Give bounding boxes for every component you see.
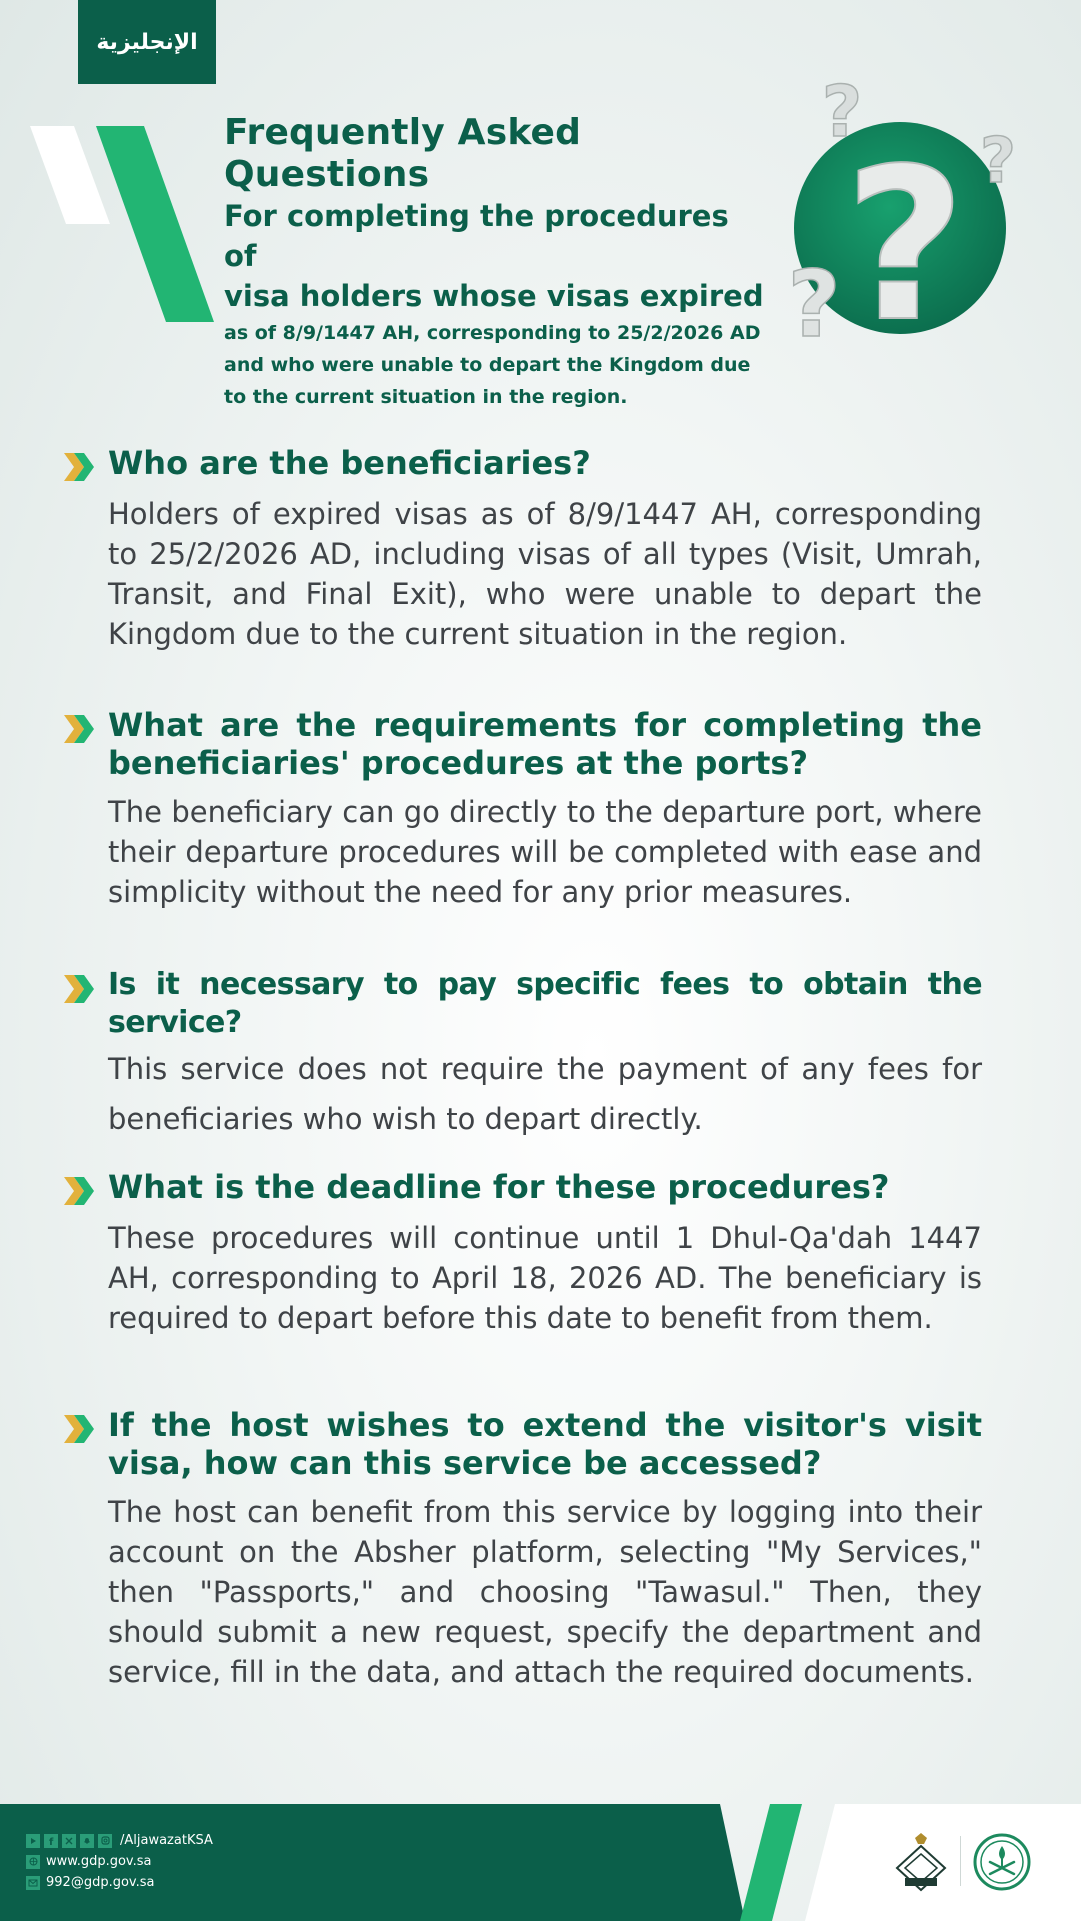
youtube-icon[interactable] xyxy=(26,1834,40,1848)
header-block xyxy=(224,112,764,412)
double-chevron-icon xyxy=(62,1412,96,1446)
passports-emblem-icon xyxy=(893,1832,949,1894)
faq-question: Who are the beneficiaries? xyxy=(108,444,591,482)
detail-line: to the current situation in the region. xyxy=(224,386,628,408)
decorative-green-stripe xyxy=(96,126,216,324)
instagram-icon[interactable] xyxy=(98,1834,112,1848)
double-chevron-icon xyxy=(62,450,96,484)
email-link[interactable]: 992@gdp.gov.sa xyxy=(46,1875,155,1890)
faq-question: Is it necessary to pay specific fees to obtain the service? xyxy=(108,967,982,1040)
faq-item xyxy=(62,706,982,912)
logo-divider xyxy=(960,1836,961,1886)
faq-answer: Holders of expired visas as of 8/9/1447 AH, corresponding to 25/2/2026 AD, including visas of all types (Visit, Umrah, Transit, and Final Exit), who were unable to depart the Kingdom due to the current situation in the region. xyxy=(108,497,982,651)
detail-line: as of 8/9/1447 AH, corresponding to 25/2/2026 AD xyxy=(224,322,761,344)
subtitle-line: For completing the procedures of xyxy=(224,199,729,273)
globe-icon xyxy=(26,1855,40,1869)
faq-item xyxy=(62,444,982,654)
svg-text:?: ? xyxy=(844,123,966,358)
faq-item xyxy=(62,966,982,1144)
svg-text:?: ? xyxy=(980,124,1016,197)
double-chevron-icon xyxy=(62,972,96,1006)
x-icon[interactable] xyxy=(62,1834,76,1848)
faq-question: If the host wishes to extend the visitor's visit visa, how can this service be accessed? xyxy=(108,1406,982,1482)
facebook-icon[interactable] xyxy=(44,1834,58,1848)
language-toggle-button[interactable] xyxy=(78,0,216,84)
website-link[interactable]: www.gdp.gov.sa xyxy=(46,1854,152,1869)
double-chevron-icon xyxy=(62,1174,96,1208)
svg-text:?: ? xyxy=(787,251,841,358)
faq-answer: This service does not require the payment of any fees for beneficiaries who wish to depart directly. xyxy=(108,1052,982,1136)
snapchat-icon[interactable] xyxy=(80,1834,94,1848)
double-chevron-icon xyxy=(62,712,96,746)
faq-item xyxy=(62,1406,982,1692)
question-mark-icon xyxy=(770,78,1030,358)
contact-block xyxy=(26,1830,213,1893)
language-label: الإنجليزية xyxy=(96,29,198,55)
faq-answer: These procedures will continue until 1 Dhul-Qa'dah 1447 AH, corresponding to April 18, 2026 AD. The beneficiary is required to depart before this date to benefit from them. xyxy=(108,1221,982,1335)
svg-text:f: f xyxy=(49,1836,54,1846)
faq-answer: The beneficiary can go directly to the departure port, where their departure procedures will be completed with ease and simplicity without the need for any prior measures. xyxy=(108,795,982,909)
svg-text:?: ? xyxy=(821,78,863,153)
faq-item xyxy=(62,1168,982,1338)
faq-answer: The host can benefit from this service by logging into their account on the Absher platform, selecting "My Services," then "Passports," and choosing "Tawasul." Then, they should submit a new request, specify the department and service, fill in the data, and attach the required documents. xyxy=(108,1495,982,1689)
saudi-emblem-icon xyxy=(972,1832,1032,1892)
subtitle-line: visa holders whose visas expired xyxy=(224,279,764,313)
page-title: Frequently Asked Questions xyxy=(224,112,582,195)
faq-question: What are the requirements for completing the beneficiaries' procedures at the ports? xyxy=(108,706,982,782)
faq-question: What is the deadline for these procedures? xyxy=(108,1168,890,1206)
email-icon xyxy=(26,1876,40,1890)
footer-accent-stripe xyxy=(740,1804,810,1921)
detail-line: and who were unable to depart the Kingdom due xyxy=(224,354,751,376)
social-handle[interactable]: /AljawazatKSA xyxy=(120,1833,213,1848)
